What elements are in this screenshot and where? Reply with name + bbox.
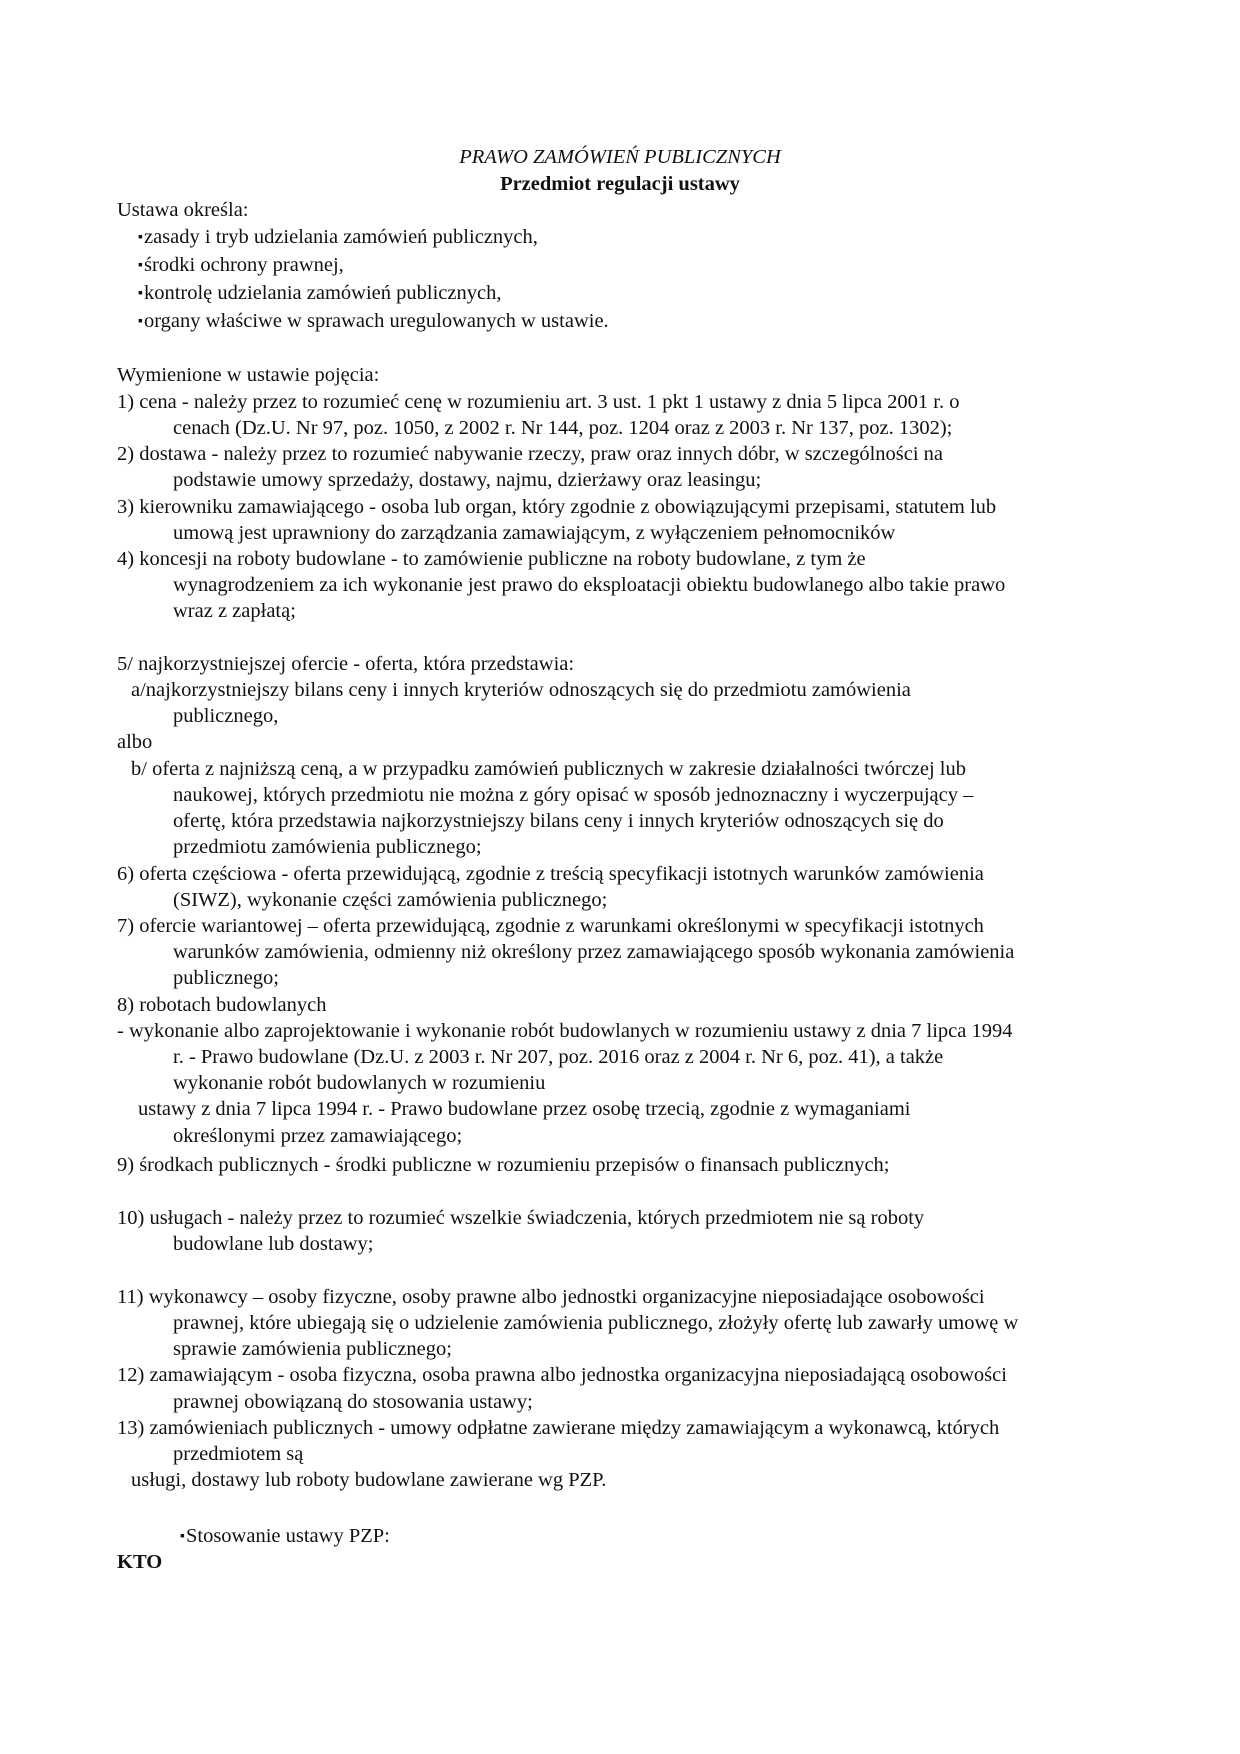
definition-line: naukowej, których przedmiotu nie można z góry opisać w sposób jednoznaczny i wyczerpujący – [173,784,974,806]
definition-line: 9) środkach publicznych - środki publiczne w rozumieniu przepisów o finansach publicznych; [117,1154,890,1176]
definition-line: publicznego; [173,967,279,989]
definition-line: 4) koncesji na roboty budowlane - to zamówienie publiczne na roboty budowlane, z tym że [117,548,866,570]
definition-line: warunków zamówienia, odmienny niż określony przez zamawiającego sposób wykonania zamówienia [173,941,1015,963]
definition-line: 11) wykonawcy – osoby fizyczne, osoby prawne albo jednostki organizacyjne nieposiadające osobowości [117,1286,985,1308]
intro-bullet: ▪ środki ochrony prawnej, [138,252,344,281]
definition-line: umową jest uprawniony do zarządzania zamawiającym, z wyłączeniem pełnomocników [173,522,896,544]
definitions-label: Wymienione w ustawie pojęcia: [117,364,380,386]
definition-line: 1) cena - należy przez to rozumieć cenę w rozumieniu art. 3 ust. 1 pkt 1 ustawy z dnia 5 lipca 2001 r. o [117,391,960,413]
definition-line: 8) robotach budowlanych [117,994,327,1016]
definition-line: publicznego, [173,705,279,727]
footer-bullet: ▪ Stosowanie ustawy PZP: [180,1523,390,1552]
definition-line: a/najkorzystniejszy bilans ceny i innych kryteriów odnoszących się do przedmiotu zamówienia [131,679,911,701]
definition-line: prawnej, które ubiegają się o udzielenie zamówienia publicznego, złożyły ofertę lub zawarły umowę w [173,1312,1019,1334]
definition-line: budowlane lub dostawy; [173,1233,374,1255]
definition-line: r. - Prawo budowlane (Dz.U. z 2003 r. Nr 207, poz. 2016 oraz z 2004 r. Nr 6, poz. 41), a także [173,1046,944,1068]
definition-line: wykonanie robót budowlanych w rozumieniu [173,1072,546,1094]
definition-line: - wykonanie albo zaprojektowanie i wykonanie robót budowlanych w rozumieniu ustawy z dnia 7 lipca 1994 [117,1020,1013,1042]
definition-line: 2) dostawa - należy przez to rozumieć nabywanie rzeczy, praw oraz innych dóbr, w szczególności na [117,443,944,465]
intro-bullet: ▪ organy właściwe w sprawach uregulowanych w ustawie. [138,308,609,337]
definition-line: (SIWZ), wykonanie części zamówienia publicznego; [173,889,608,911]
definition-line: cenach (Dz.U. Nr 97, poz. 1050, z 2002 r. Nr 144, poz. 1204 oraz z 2003 r. Nr 137, poz. 1302); [173,417,953,439]
definition-line: przedmiotem są [173,1443,304,1465]
definition-line: albo [117,731,153,753]
definition-line: 10) usługach - należy przez to rozumieć wszelkie świadczenia, których przedmiotem nie są roboty [117,1207,925,1229]
definition-line: podstawie umowy sprzedaży, dostawy, najmu, dzierżawy oraz leasingu; [173,469,762,491]
definition-line: 13) zamówieniach publicznych - umowy odpłatne zawierane między zamawiającym a wykonawcą, których [117,1417,1000,1439]
definition-line: ofertę, która przedstawia najkorzystniejszy bilans ceny i innych kryteriów odnoszących się do [173,810,944,832]
definition-line: ustawy z dnia 7 lipca 1994 r. - Prawo budowlane przez osobę trzecią, zgodnie z wymaganiami [138,1098,911,1120]
document-subtitle: Przedmiot regulacji ustawy [500,173,740,195]
definition-line: 6) oferta częściowa - oferta przewidującą, zgodnie z treścią specyfikacji istotnych warunków zamówienia [117,863,984,885]
definition-line: 5/ najkorzystniejszej ofercie - oferta, która przedstawia: [117,653,575,675]
document-title: PRAWO ZAMÓWIEŃ PUBLICZNYCH [459,146,781,168]
definition-line: sprawie zamówienia publicznego; [173,1338,452,1360]
definition-line: usługi, dostawy lub roboty budowlane zawierane wg PZP. [131,1469,607,1491]
definition-line: prawnej obowiązaną do stosowania ustawy; [173,1391,533,1413]
intro-bullet: ▪ zasady i tryb udzielania zamówień publicznych, [138,224,538,253]
intro-bullet: ▪ kontrolę udzielania zamówień publicznych, [138,280,501,309]
definition-line: b/ oferta z najniższą ceną, a w przypadku zamówień publicznych w zakresie działalności twórczej lub [131,758,967,780]
definition-line: określonymi przez zamawiającego; [173,1125,463,1147]
definition-line: wynagrodzeniem za ich wykonanie jest prawo do eksploatacji obiektu budowlanego albo takie prawo [173,574,1006,596]
definition-line: wraz z zapłatą; [173,600,296,622]
definition-line: przedmiotu zamówienia publicznego; [173,836,482,858]
intro-label: Ustawa określa: [117,199,249,221]
definition-line: 7) ofercie wariantowej – oferta przewidującą, zgodnie z warunkami określonymi w specyfikacji istotnych [117,915,984,937]
definition-line: 12) zamawiającym - osoba fizyczna, osoba prawna albo jednostka organizacyjna nieposiadającą osobowości [117,1364,1007,1386]
footer-heading: KTO [117,1551,163,1573]
definition-line: 3) kierowniku zamawiającego - osoba lub organ, który zgodnie z obowiązującymi przepisami, statutem lub [117,496,997,518]
